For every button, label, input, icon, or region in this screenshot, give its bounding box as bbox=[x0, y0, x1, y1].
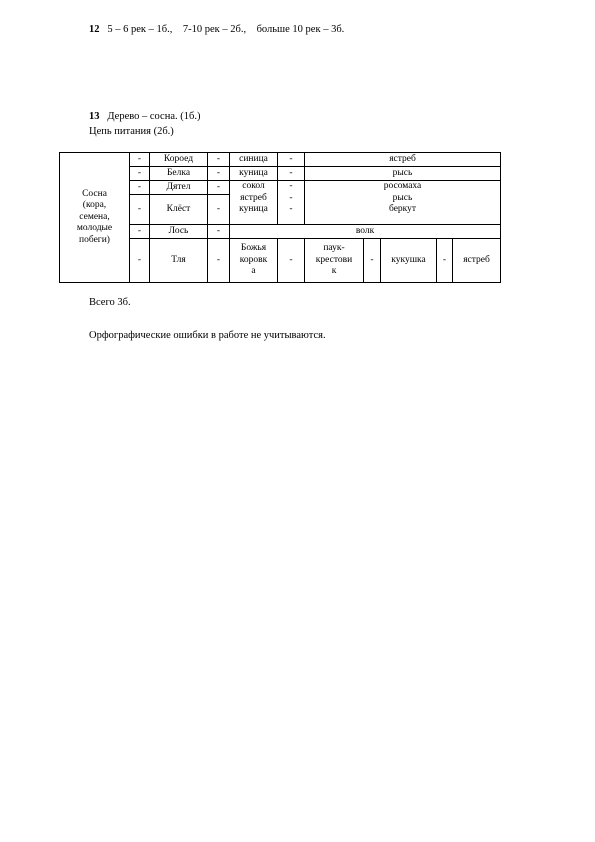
dash-cell bbox=[278, 181, 305, 225]
dash-cell: - bbox=[130, 239, 150, 283]
consumer3-cell: ястреб bbox=[305, 153, 501, 167]
total-score: Всего 3б. bbox=[89, 297, 131, 308]
consumer3-line: паук- bbox=[323, 243, 345, 254]
consumer2-line: коровк bbox=[239, 254, 268, 265]
herbivore-cell: Белка bbox=[150, 167, 208, 181]
dash: - bbox=[289, 181, 293, 191]
source-cell bbox=[60, 153, 130, 283]
herbivore-cell: Клёст bbox=[150, 195, 208, 225]
question-13-subtitle: Цепь питания (2б.) bbox=[89, 126, 174, 137]
consumer2-cell bbox=[230, 239, 278, 283]
question-13-tree: Дерево – сосна. (1б.) bbox=[107, 111, 201, 122]
dash-cell: - bbox=[364, 239, 381, 283]
dash-cell: - bbox=[130, 167, 150, 181]
question-12-scoring: 5 – 6 рек – 1б., 7-10 рек – 2б., больше 10 рек – 3б. bbox=[107, 24, 345, 35]
table-row bbox=[60, 153, 501, 167]
dash-cell: - bbox=[130, 153, 150, 167]
dash-cell: - bbox=[437, 239, 453, 283]
consumer3-cell bbox=[305, 181, 501, 225]
food-chain-table bbox=[59, 152, 501, 283]
dash-cell: - bbox=[130, 195, 150, 225]
dash-cell: - bbox=[208, 239, 230, 283]
dash-cell: - bbox=[208, 181, 230, 195]
source-line: побеги) bbox=[79, 234, 110, 245]
consumer3-cell: рысь bbox=[305, 167, 501, 181]
consumer2-line: сокол bbox=[242, 181, 265, 191]
source-line: (кора, bbox=[82, 200, 107, 211]
consumer2-line: Божья bbox=[240, 243, 267, 254]
consumer2-cell: синица bbox=[230, 153, 278, 167]
herbivore-cell: Дятел bbox=[150, 181, 208, 195]
consumer3-cell bbox=[305, 239, 364, 283]
dash-cell: - bbox=[278, 167, 305, 181]
herbivore-cell: Короед bbox=[150, 153, 208, 167]
consumer2-cell: куница bbox=[230, 167, 278, 181]
dash: - bbox=[289, 192, 293, 203]
consumer2-cell: волк bbox=[230, 225, 501, 239]
dash-cell: - bbox=[208, 225, 230, 239]
dash-cell: - bbox=[208, 195, 230, 225]
consumer2-line: куница bbox=[239, 204, 268, 214]
dash-cell: - bbox=[208, 167, 230, 181]
question-13-title bbox=[89, 111, 200, 122]
source-line: Сосна bbox=[82, 188, 107, 199]
consumer3-line: крестови bbox=[315, 254, 353, 265]
consumer2-line: ястреб bbox=[240, 192, 267, 203]
question-12 bbox=[89, 24, 344, 35]
question-12-number: 12 bbox=[89, 24, 100, 35]
dash-cell: - bbox=[278, 239, 305, 283]
consumer4-cell: кукушка bbox=[381, 239, 437, 283]
herbivore-cell: Лось bbox=[150, 225, 208, 239]
consumer5-cell: ястреб bbox=[453, 239, 501, 283]
question-13-number: 13 bbox=[89, 111, 100, 122]
dash: - bbox=[289, 204, 293, 214]
dash-cell: - bbox=[278, 153, 305, 167]
herbivore-cell: Тля bbox=[150, 239, 208, 283]
consumer3-line: к bbox=[331, 266, 337, 277]
source-line: семена, bbox=[79, 211, 110, 222]
consumer3-line: росомаха bbox=[383, 181, 422, 191]
dash-cell: - bbox=[208, 153, 230, 167]
consumer3-line: беркут bbox=[388, 204, 417, 214]
spelling-note: Орфографические ошибки в работе не учитываются. bbox=[89, 330, 326, 341]
consumer3-line: рысь bbox=[392, 192, 413, 203]
source-line: молодые bbox=[76, 223, 113, 234]
consumer2-line: а bbox=[251, 266, 256, 277]
dash-cell: - bbox=[130, 225, 150, 239]
dash-cell: - bbox=[130, 181, 150, 195]
consumer2-cell bbox=[230, 181, 278, 225]
